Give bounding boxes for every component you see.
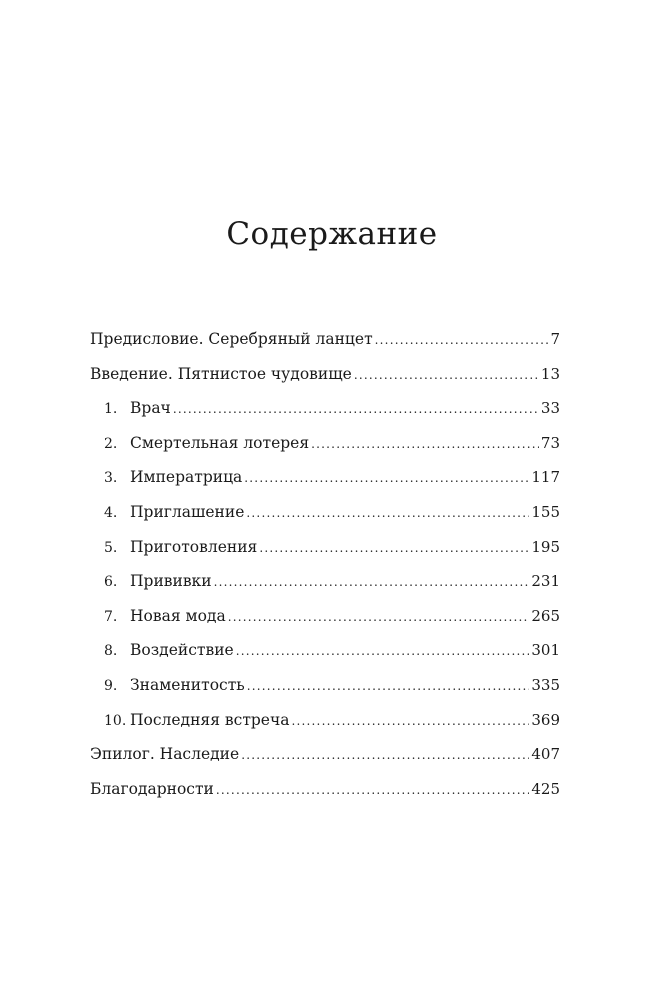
toc-entry-title: Эпилог. Наследие bbox=[90, 745, 240, 764]
toc-entry-page: 73 bbox=[540, 433, 560, 452]
toc-entry-page: 425 bbox=[531, 779, 560, 798]
toc-entry-title: Приглашение bbox=[130, 502, 245, 521]
toc-entry-title: Введение. Пятнистое чудовище bbox=[90, 364, 352, 383]
toc-entry-chapter-1[interactable] bbox=[90, 399, 560, 434]
toc-entry-page: 407 bbox=[531, 745, 560, 764]
toc-entry-title: Последняя встреча bbox=[130, 710, 290, 729]
dot-leader bbox=[244, 471, 529, 485]
toc-entry-page: 301 bbox=[531, 641, 560, 660]
toc-entry-page: 231 bbox=[531, 572, 560, 591]
dot-leader bbox=[241, 748, 529, 762]
toc-entry-page: 13 bbox=[540, 364, 560, 383]
dot-leader bbox=[216, 783, 529, 797]
toc-entry-chapter-7[interactable] bbox=[90, 607, 560, 642]
toc-entry-page: 155 bbox=[531, 502, 560, 521]
toc-entry-chapter-2[interactable] bbox=[90, 434, 560, 469]
dot-leader bbox=[375, 333, 549, 347]
toc-entry-title: Смертельная лотерея bbox=[130, 433, 310, 452]
chapter-number: 6. bbox=[104, 574, 118, 591]
toc-entry-page: 369 bbox=[531, 710, 560, 729]
chapter-number: 1. bbox=[104, 401, 118, 418]
chapter-number: 7. bbox=[104, 608, 118, 625]
dot-leader bbox=[247, 679, 530, 693]
toc-entry-title: Прививки bbox=[130, 572, 212, 591]
chapter-number: 2. bbox=[104, 435, 118, 452]
toc-entry-chapter-9[interactable] bbox=[90, 676, 560, 711]
toc-entry-acknowledgements[interactable] bbox=[90, 780, 560, 815]
toc-entry-page: 195 bbox=[531, 537, 560, 556]
toc-entry-preface[interactable] bbox=[90, 330, 560, 365]
toc-entry-title: Предисловие. Серебряный ланцет bbox=[90, 330, 373, 348]
dot-leader bbox=[291, 714, 529, 728]
toc-entry-chapter-5[interactable] bbox=[90, 538, 560, 573]
toc-entry-page: 117 bbox=[531, 468, 560, 487]
dot-leader bbox=[311, 437, 539, 451]
chapter-number: 5. bbox=[104, 539, 118, 556]
toc-entry-chapter-8[interactable] bbox=[90, 641, 560, 676]
chapter-number: 8. bbox=[104, 643, 118, 660]
dot-leader bbox=[173, 402, 539, 416]
toc-entry-title: Воздействие bbox=[130, 641, 234, 660]
chapter-number: 4. bbox=[104, 504, 118, 521]
toc-entry-title: Благодарности bbox=[90, 779, 214, 798]
dot-leader bbox=[214, 575, 530, 589]
dot-leader bbox=[259, 541, 529, 555]
dot-leader bbox=[354, 368, 539, 382]
toc-entry-title: Знаменитость bbox=[130, 675, 245, 694]
toc-entry-page: 7 bbox=[550, 330, 560, 348]
toc-entry-epilogue[interactable] bbox=[90, 745, 560, 780]
toc-entry-page: 335 bbox=[531, 675, 560, 694]
page-title: Содержание bbox=[226, 216, 438, 252]
toc-entry-chapter-3[interactable] bbox=[90, 468, 560, 503]
toc-entry-page: 33 bbox=[540, 399, 560, 418]
toc-entry-title: Врач bbox=[130, 399, 171, 418]
toc-entry-introduction[interactable] bbox=[90, 365, 560, 400]
toc-entry-title: Новая мода bbox=[130, 606, 226, 625]
chapter-number: 3. bbox=[104, 470, 118, 487]
dot-leader bbox=[246, 506, 529, 520]
chapter-number: 10. bbox=[104, 712, 127, 729]
toc-entry-page: 265 bbox=[531, 606, 560, 625]
toc-entry-chapter-4[interactable] bbox=[90, 503, 560, 538]
table-of-contents bbox=[90, 330, 560, 814]
chapter-number: 9. bbox=[104, 677, 118, 694]
toc-entry-chapter-10[interactable] bbox=[90, 711, 560, 746]
dot-leader bbox=[236, 644, 530, 658]
toc-entry-title: Приготовления bbox=[130, 537, 258, 556]
toc-entry-title: Императрица bbox=[130, 468, 243, 487]
dot-leader bbox=[228, 610, 530, 624]
toc-entry-chapter-6[interactable] bbox=[90, 572, 560, 607]
